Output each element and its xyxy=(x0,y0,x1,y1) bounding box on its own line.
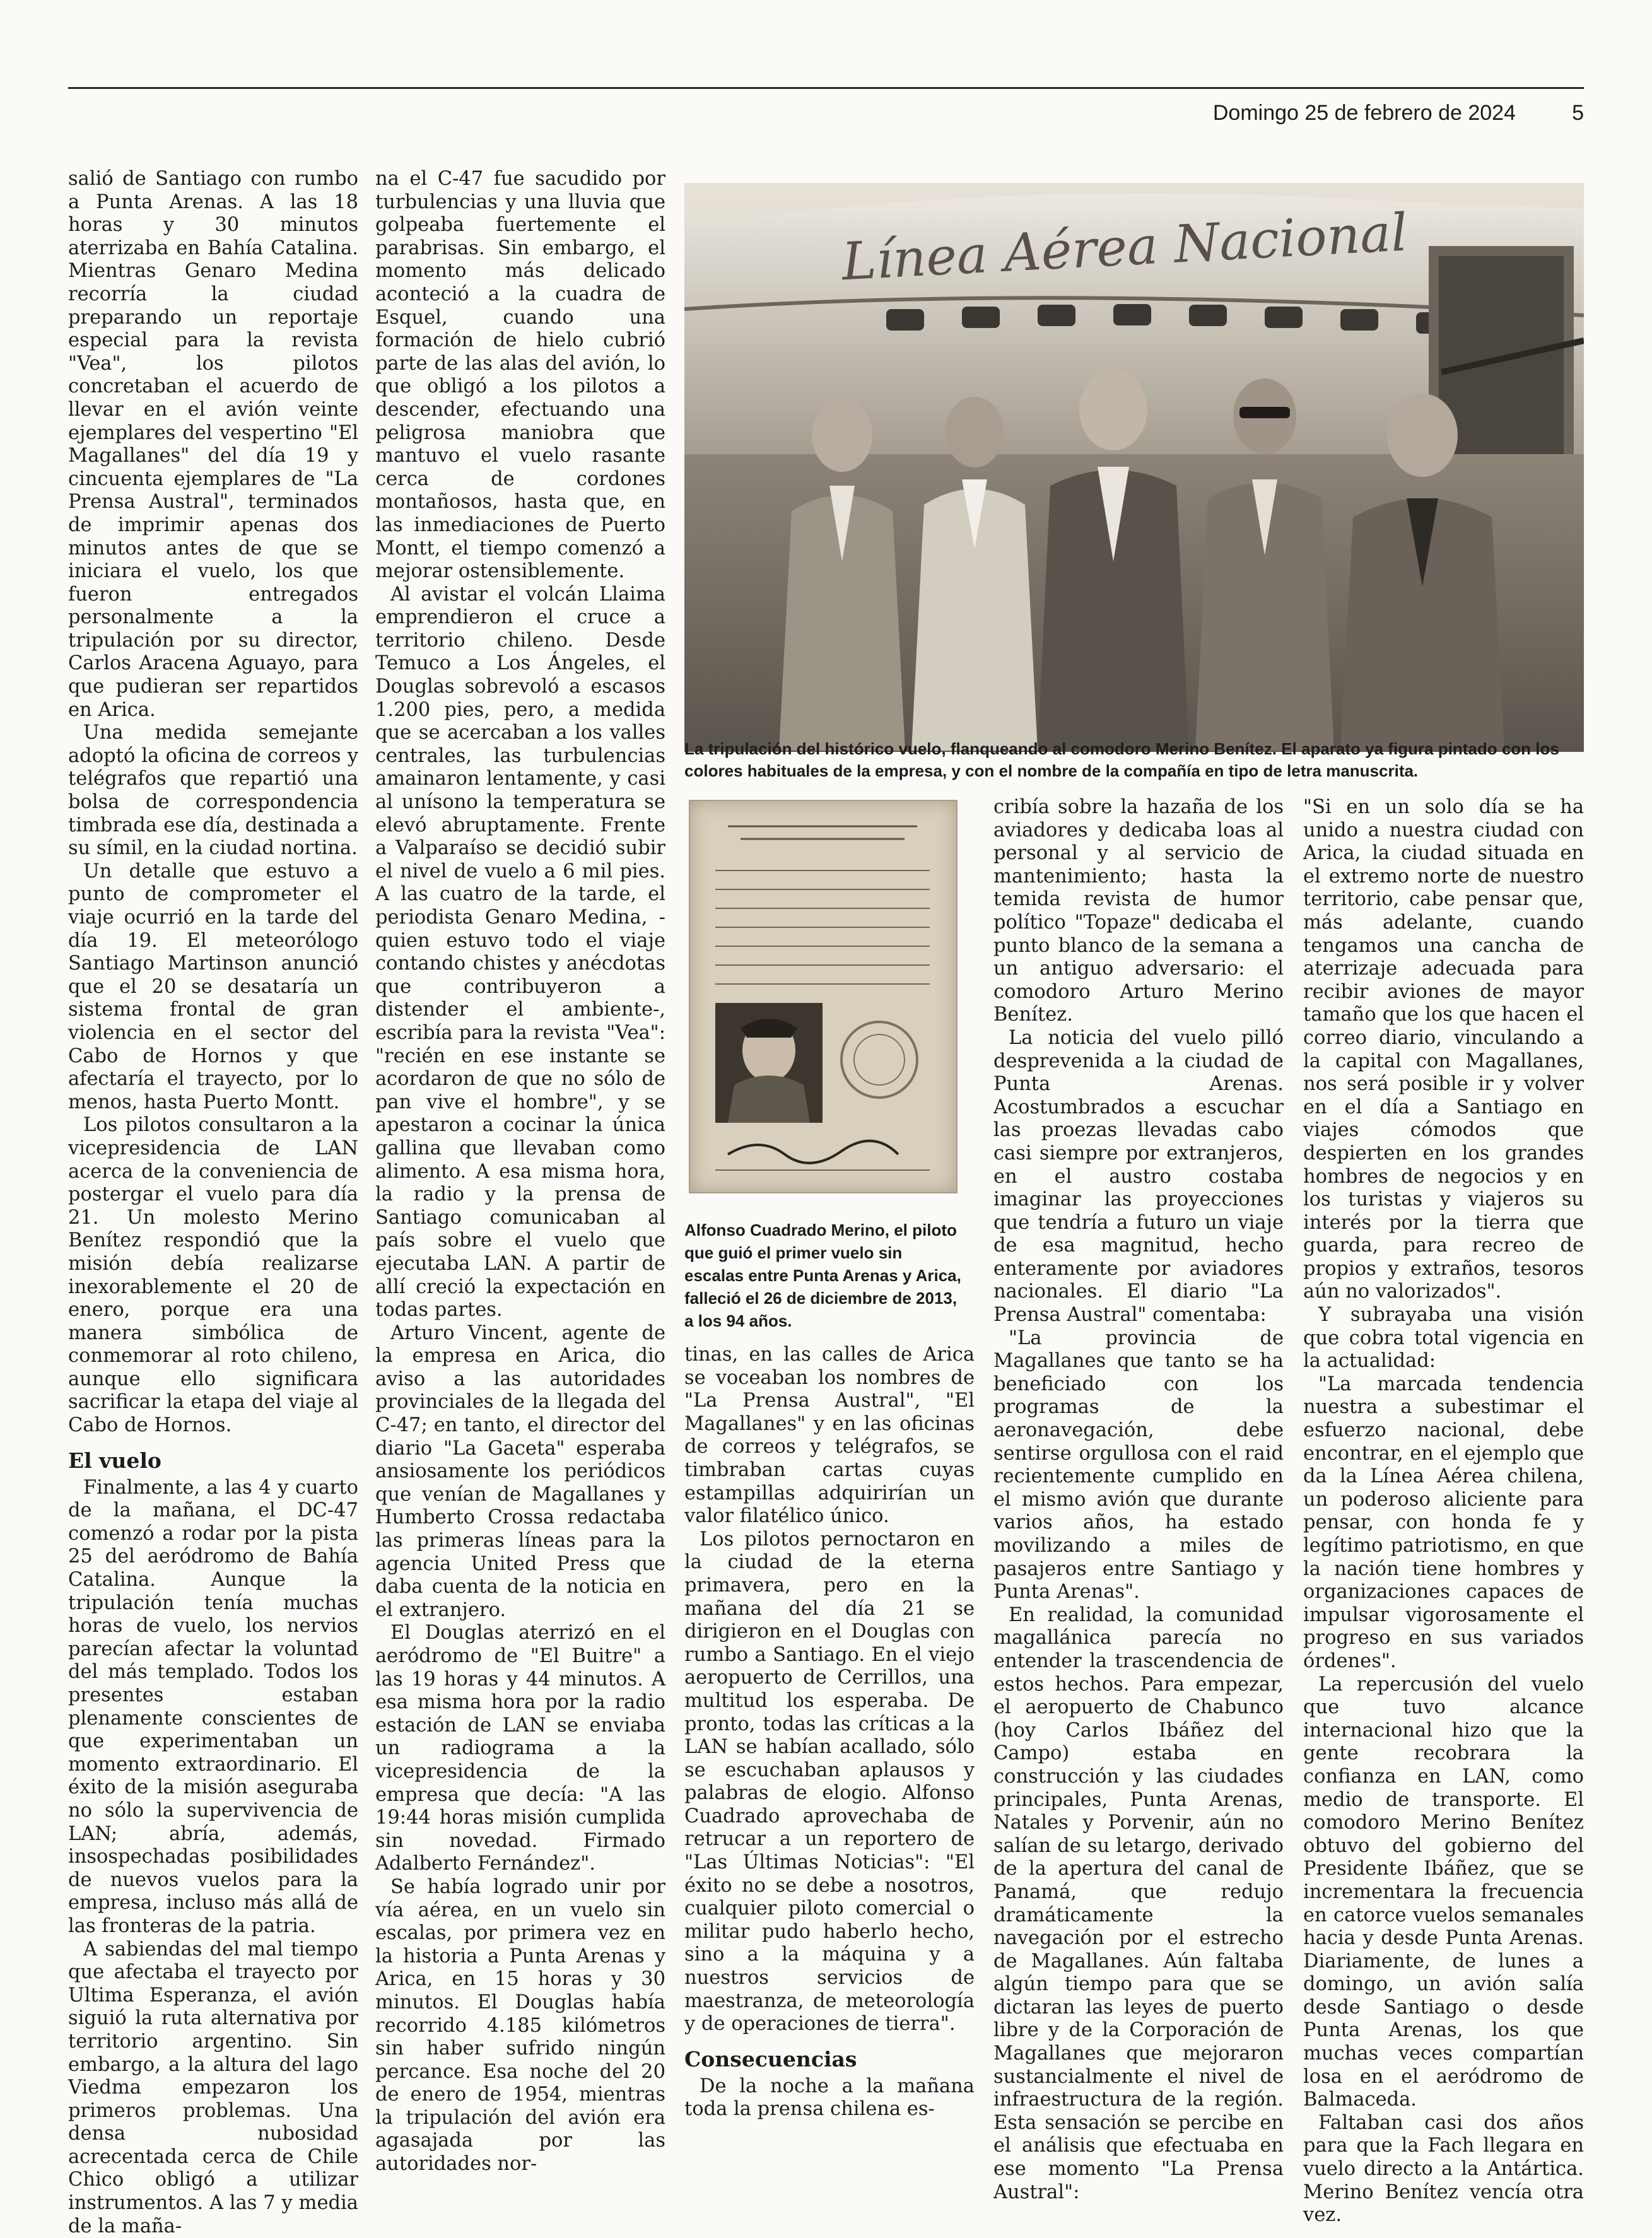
header-date: Domingo 25 de febrero de 2024 xyxy=(1212,101,1516,125)
article-column-5 xyxy=(1303,796,1584,2227)
paragraph: tinas, en las calles de Arica se voceaban los nombres de "La Prensa Austral", "El Magallanes" y en las oficinas de correos y telégrafos, se timbraban cartas cuyas estampillas adquirirían un valor filatélico único. xyxy=(684,1344,975,1528)
paragraph: Una medida semejante adoptó la oficina de correos y telégrafos que repartió una bolsa de correspondencia timbrada ese día, destinada a su símil, en la ciudad nortina. xyxy=(68,722,358,860)
paragraph: Los pilotos consultaron a la vicepresidencia de LAN acerca de la conveniencia de postergar el vuelo para día 21. Un molesto Merino Benítez respondió que la misión debía realizarse inexorablemente el 20 de enero, porque era una manera simbólica de conmemorar al roto chileno, aunque ello significara sacrificar la etapa del viaje al Cabo de Hornos. xyxy=(68,1114,358,1437)
paragraph: La noticia del vuelo pilló desprevenida a la ciudad de Punta Arenas. Acostumbrados a escuchar las proezas llevadas cabo casi siempre por extranjeros, en el austro costaba imaginar las proyecciones que tendría a futuro un viaje de esa magnitud, hecho enteramente por aviadores nacionales. El diario "La Prensa Austral" comentaba: xyxy=(993,1026,1284,1327)
paragraph: salió de Santiago con rumbo a Punta Arenas. A las 18 horas y 30 minutos aterrizaba en Bahía Catalina. Mientras Genaro Medina recorría la ciudad preparando un reportaje especial para la revista "Vea", los pilotos concretaban el acuerdo de llevar en el avión veinte ejemplares del vespertino "El Magallanes" del día 19 y cincuenta ejemplares de "La Prensa Austral", terminados de imprimir apenas dos minutos antes de que se iniciara el vuelo, los que fueron entregados personalmente a la tripulación por su director, Carlos Aracena Aguayo, para que pudieran ser repartidos en Arica. xyxy=(68,168,358,721)
photo-caption: La tripulación del histórico vuelo, flanqueando al comodoro Merino Benítez. El aparato ya figura pintado con los colores habituales de la empresa, y con el nombre de la compañía en tipo de letra manuscrita. xyxy=(684,739,1559,780)
certificate-caption: Alfonso Cuadrado Merino, el piloto que guió el primer vuelo sin escalas entre Punta Arenas y Arica, falleció el 26 de diciembre de 2013, a los 94 años. xyxy=(684,1221,961,1330)
paragraph: Se había logrado unir por vía aérea, en un vuelo sin escalas, por primera vez en la historia a Punta Arenas y Arica, en 15 horas y 30 minutos. El Douglas había recorrido 4.185 kilómetros sin haber sufrido ningún percance. Esa noche del 20 de enero de 1954, mientras la tripulación del avión era agasajada por las autoridades nor- xyxy=(375,1875,665,2176)
paragraph: A sabiendas del mal tiempo que afectaba el trayecto por Ultima Esperanza, el avión siguió la ruta alternativa por territorio argentino. Sin embargo, a la altura del lago Viedma empezaron los primeros problemas. Una densa nubosidad acrecentada cerca de Chile Chico obligó a utilizar instrumentos. A las 7 y media de la maña- xyxy=(68,1938,358,2237)
article-column-1 xyxy=(68,168,358,2238)
paragraph: En realidad, la comunidad magallánica parecía no entender la trascendencia de estos hechos. Para empezar, el aeropuerto de Chabunco (hoy Carlos Ibáñez del Campo) estaba en construcción y las ciudades principales, Punta Arenas, Natales y Porvenir, aún no salían de su letargo, derivado de la apertura del canal de Panamá, que redujo dramáticamente la navegación por el estrecho de Magallanes. Aún faltaba algún tiempo para que se dictaran las leyes de puerto libre y de la Corporación de Magallanes que mejoraron sustancialmente el nivel de infraestructura de la región. Esta sensación se percibe en el análisis que efectuaba en ese momento "La Prensa Austral": xyxy=(993,1603,1284,2203)
paragraph: "La marcada tendencia nuestra a subestimar el esfuerzo nacional, debe encontrar, en el ejemplo que da la Línea Aérea chilena, un poderoso aliciente para pensar, con honda fe y legítimo patriotismo, en que la nación tiene hombres y organizaciones capaces de impulsar vigorosamente el progreso en sus variados órdenes". xyxy=(1303,1373,1584,1672)
paragraph: "Si en un solo día se ha unido a nuestra ciudad con Arica, la ciudad situada en el extremo norte de nuestro territorio, cabe pensar que, más adelante, cuando tengamos una cancha de aterrizaje adecuada para recibir aviones de mayor tamaño que los que hacen el correo diario, vinculando a la capital con Magallanes, nos será posible ir y volver en el día a Santiago en viajes cómodos que despierten en los grandes hombres de negocios y en los turistas y viajeros su interés por la tierra que guarda, para recreo de propios y extraños, tesoros aún no valorizados". xyxy=(1303,796,1584,1303)
plane-lettering: Línea Aérea Nacional xyxy=(840,202,1409,293)
paragraph: Un detalle que estuvo a punto de comprometer el viaje ocurrió en la tarde del día 19. El meteorólogo Santiago Martinson anunció que el 20 se desataría un sistema frontal de gran violencia en el sector del Cabo de Hornos y que afectaría el trayecto, por lo menos, hasta Puerto Montt. xyxy=(68,860,358,1113)
flight-certificate xyxy=(689,800,958,1193)
article-column-2 xyxy=(375,168,665,2176)
paragraph: Al avistar el volcán Llaima emprendieron el cruce a territorio chileno. Desde Temuco a Los Ángeles, el Douglas sobrevoló a escasos 1.200 pies, pero, a medida que se acercaban a los valles centrales, las turbulencias amainaron lentamente, y casi al unísono la temperatura se elevó abruptamente. Frente a Valparaíso se decidió subir el nivel de vuelo a 6 mil pies. A las cuatro de la tarde, el periodista Genaro Medina, -quien estuvo todo el viaje contando chistes y anécdotas que contribuyeron a distender el ambiente-, escribía para la revista "Vea": "recién en ese instante se acordaron de que no sólo de pan vive el hombre", y se apestaron a cocinar la única gallina que llevaban como alimento. A esa misma hora, la radio y la prensa de Santiago comunicaban al país sobre el vuelo que ejecutaba LAN. A partir de allí creció la expectación en todas partes. xyxy=(375,583,665,1321)
paragraph: De la noche a la mañana toda la prensa chilena es- xyxy=(684,2075,975,2121)
article-column-3 xyxy=(684,1344,975,2121)
paragraph: "La provincia de Magallanes que tanto se ha beneficiado con los programas de la aeronavegación, debe sentirse orgullosa con el raid recientemente cumplido en el mismo avión que durante varios años, ha estado movilizando a miles de pasajeros entre Santiago y Punta Arenas". xyxy=(993,1327,1284,1603)
paragraph: Arturo Vincent, agente de la empresa en Arica, dio aviso a las autoridades provinciales de la llegada del C-47; en tanto, el director del diario "La Gaceta" esperaba ansiosamente los periódicos que venían de Magallanes y Humberto Crossa redactaba las primeras líneas para la agencia United Press que daba cuenta de la noticia en el extranjero. xyxy=(375,1321,665,1621)
paragraph: El Douglas aterrizó en el aeródromo de "El Buitre" a las 19 horas y 44 minutos. A esa misma hora por la radio estación de LAN se enviaba un radiograma a la vicepresidencia de la empresa que decía: "A las 19:44 horas misión cumplida sin novedad. Firmado Adalberto Fernández". xyxy=(375,1622,665,1875)
photo-crew-icon xyxy=(684,183,1584,752)
article-column-4 xyxy=(993,796,1284,2204)
section-heading-vuelo: El vuelo xyxy=(68,1448,161,1473)
paragraph: Faltaban casi dos años para que la Fach llegara en vuelo directo a la Antártica. Merino Benítez vencía otra vez. xyxy=(1303,2111,1584,2227)
header-rule xyxy=(68,87,1584,89)
paragraph: La repercusión del vuelo que tuvo alcance internacional hizo que la gente recobrara la confianza en LAN, como medio de transporte. El comodoro Merino Benítez obtuvo del gobierno del Presidente Ibáñez, que se incrementara la frecuencia en catorce vuelos semanales hacia y desde Punta Arenas. Diariamente, de lunes a domingo, un avión salía desde Santiago o desde Punta Arenas, los que muchas veces compartían losa en el aeródromo de Balmaceda. xyxy=(1303,1673,1584,2111)
paragraph: Los pilotos pernoctaron en la ciudad de la eterna primavera, pero en la mañana del día 21 se dirigieron en el Douglas con rumbo a Santiago. En el viejo aeropuerto de Cerrillos, una multitud los esperaba. De pronto, todas las críticas a la LAN se habían acallado, sólo se escuchaban aplausos y palabras de elogio. Alfonso Cuadrado aprovechaba de retrucar a un reportero de "Las Últimas Noticias": "El éxito no se debe a nosotros, cualquier piloto comercial o militar pudo haberlo hecho, sino a la máquina y a nuestros servicios de maestranza, de meteorología y de operaciones de tierra". xyxy=(684,1528,975,2036)
paragraph: Finalmente, a las 4 y cuarto de la mañana, el DC-47 comenzó a rodar por la pista 25 del aeródromo de Bahía Catalina. Aunque la tripulación tenía muchas horas de vuelo, los nervios parecían afectar la voluntad del más templado. Todos los presentes estaban plenamente conscientes de que experimentaban un momento extraordinario. El éxito de la misión aseguraba no sólo la supervivencia de LAN; abría, además, insospechadas posibilidades de nuevos vuelos para la empresa, incluso más allá de las fronteras de la patria. xyxy=(68,1476,358,1937)
paragraph: Y subrayaba una visión que cobra total vigencia en la actualidad: xyxy=(1303,1304,1584,1373)
crew-photo xyxy=(684,183,1584,752)
flight-certificate-icon xyxy=(690,801,956,1192)
page-number: 5 xyxy=(1572,101,1584,125)
section-heading-consecuencias: Consecuencias xyxy=(684,2046,857,2071)
paragraph: na el C-47 fue sacudido por turbulencias y una lluvia que golpeaba fuertemente el parabrisas. Sin embargo, el momento más delicado aconteció a la cuadra de Esquel, cuando una formación de hielo cubrió parte de las alas del avión, lo que obligó a los pilotos a descender, efectuando una peligrosa maniobra que mantuvo el vuelo rasante cerca de cordones montañosos, hasta que, en las inmediaciones de Puerto Montt, el tiempo comenzó a mejorar ostensiblemente. xyxy=(375,168,665,583)
paragraph: cribía sobre la hazaña de los aviadores y dedicaba loas al personal y al servicio de mantenimiento; hasta la temida revista de humor político "Topaze" dedicaba el punto blanco de la semana a un antiguo adversario: el comodoro Arturo Merino Benítez. xyxy=(993,796,1284,1026)
page-header xyxy=(701,101,1584,126)
